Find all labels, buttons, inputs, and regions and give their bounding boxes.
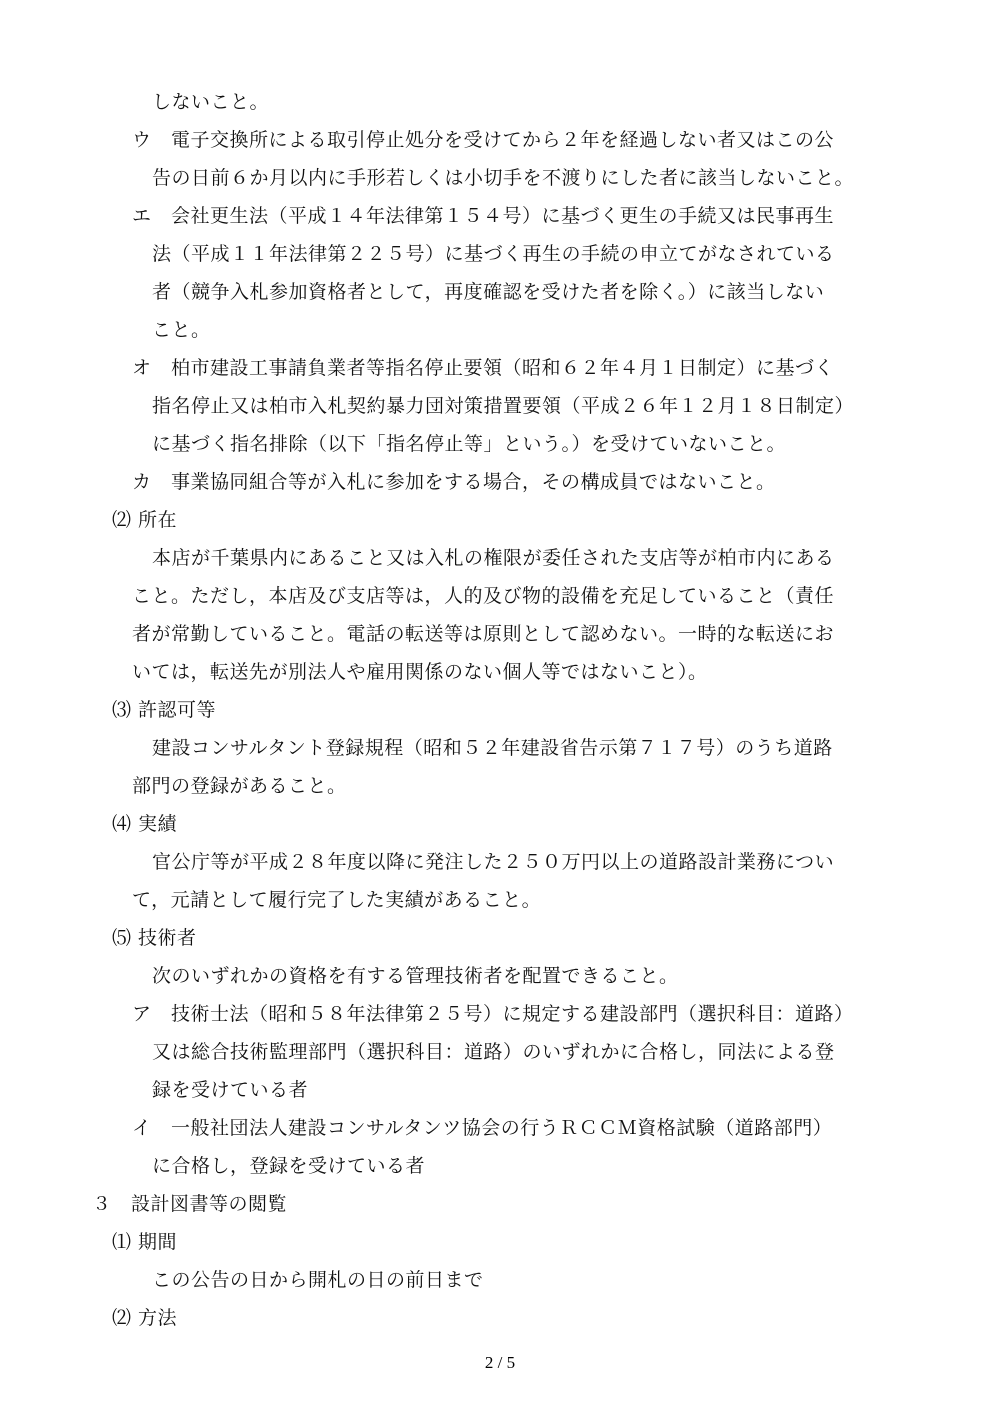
text-line: 法（平成１１年法律第２２５号）に基づく再生の手続の申立てがなされている: [152, 243, 835, 265]
text-line: 本店が千葉県内にあること又は入札の権限が委任された支店等が柏市内にある: [152, 547, 835, 569]
section-heading: ⑵ 所在: [112, 509, 178, 531]
text-line: 録を受けている者: [152, 1079, 309, 1101]
text-line: いては，転送先が別法人や雇用関係のない個人等ではないこと）。: [132, 661, 708, 683]
text-line: に合格し，登録を受けている者: [152, 1155, 426, 1177]
page-number: 2 / 5: [484, 1353, 516, 1372]
text-line: しないこと。: [152, 91, 270, 113]
text-line: この公告の日から開札の日の前日まで: [152, 1269, 484, 1291]
section-heading: ⑴ 期間: [112, 1231, 178, 1253]
text-line: に基づく指名排除（以下「指名停止等」という。）を受けていないこと。: [152, 433, 787, 455]
text-line: 指名停止又は柏市入札契約暴力団対策措置要領（平成２６年１２月１８日制定）: [152, 395, 855, 417]
text-line: 告の日前６か月以内に手形若しくは小切手を不渡りにした者に該当しないこと。: [152, 167, 855, 189]
section-heading: ⑶ 許認可等: [112, 699, 217, 721]
text-line: て，元請として履行完了した実績があること。: [132, 889, 542, 911]
text-line: こと。ただし，本店及び支店等は，人的及び物的設備を充足していること（責任: [132, 585, 835, 607]
text-line: カ 事業協同組合等が入札に参加をする場合，その構成員ではないこと。: [132, 471, 776, 493]
section-heading: ３ 設計図書等の閲覧: [92, 1193, 288, 1215]
text-line: 官公庁等が平成２８年度以降に発注した２５０万円以上の道路設計業務につい: [152, 851, 835, 873]
text-line: 部門の登録があること。: [132, 775, 347, 797]
text-line: 者（競争入札参加資格者として，再度確認を受けた者を除く。）に該当しない: [152, 281, 825, 303]
text-line: イ 一般社団法人建設コンサルタンツ協会の行うＲＣＣＭ資格試験（道路部門）: [132, 1117, 833, 1139]
section-heading: ⑸ 技術者: [112, 927, 197, 949]
text-line: 建設コンサルタント登録規程（昭和５２年建設省告示第７１７号）のうち道路: [152, 737, 833, 759]
text-line: オ 柏市建設工事請負業者等指名停止要領（昭和６２年４月１日制定）に基づく: [132, 357, 835, 379]
section-heading: ⑷ 実績: [112, 813, 178, 835]
text-line: ア 技術士法（昭和５８年法律第２５号）に規定する建設部門（選択科目：道路）: [132, 1003, 854, 1025]
text-line: 者が常勤していること。電話の転送等は原則として認めない。一時的な転送にお: [132, 623, 835, 645]
section-heading: ⑵ 方法: [112, 1307, 178, 1329]
text-line: 次のいずれかの資格を有する管理技術者を配置できること。: [152, 965, 679, 987]
text-line: ウ 電子交換所による取引停止処分を受けてから２年を経過しない者又はこの公: [132, 129, 835, 151]
text-line: 又は総合技術監理部門（選択科目：道路）のいずれかに合格し，同法による登: [152, 1041, 835, 1063]
text-line: こと。: [152, 319, 211, 341]
text-line: エ 会社更生法（平成１４年法律第１５４号）に基づく更生の手続又は民事再生: [132, 205, 835, 227]
